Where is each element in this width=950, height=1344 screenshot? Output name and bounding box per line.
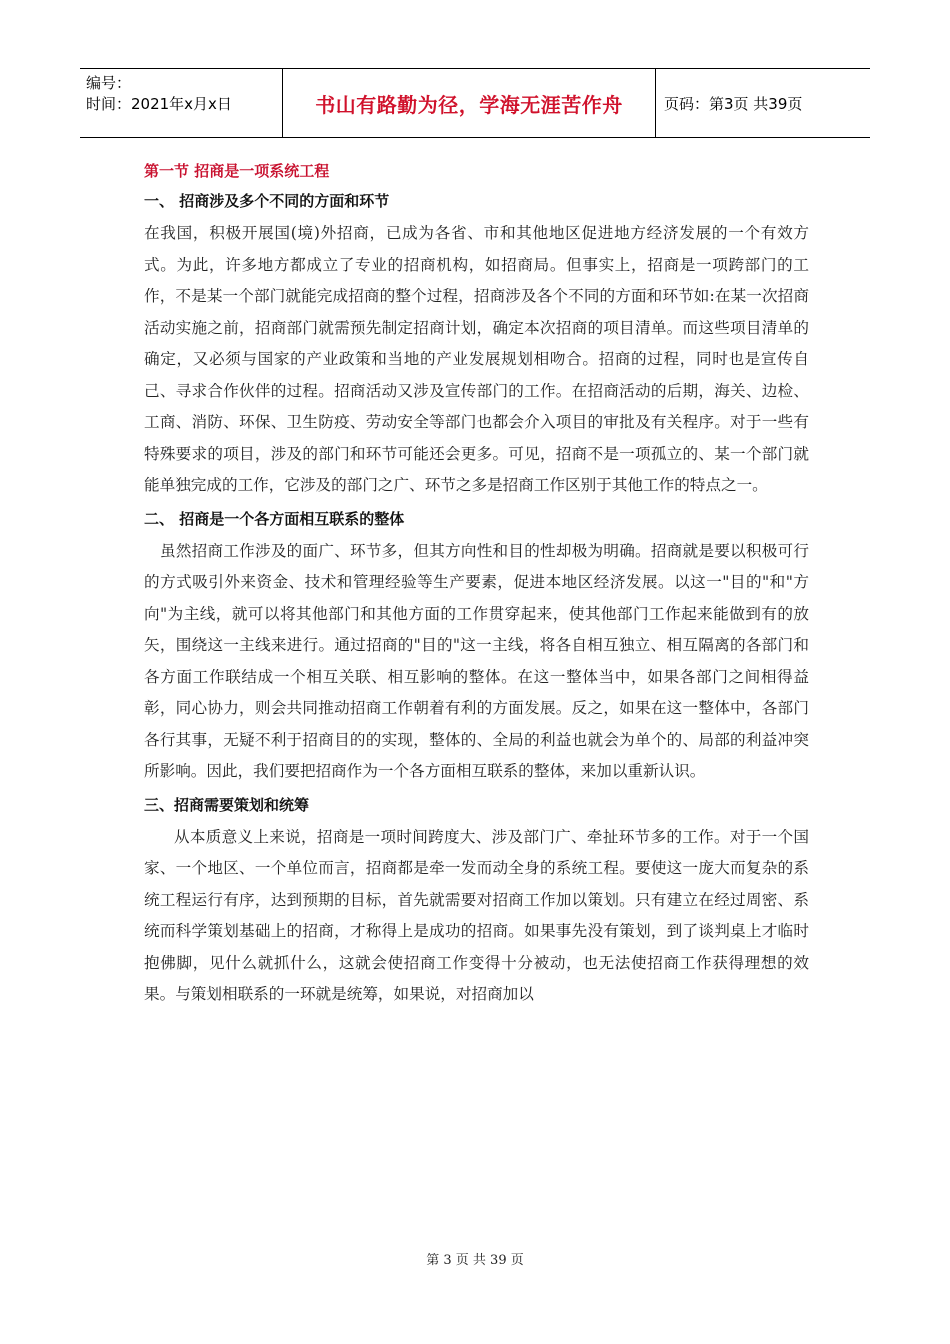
page-header — [80, 68, 870, 138]
header-motto: 书山有路勤为径，学海无涯苦作舟 — [282, 69, 656, 137]
subsection-heading-1: 一、 招商涉及多个不同的方面和环节 — [144, 192, 390, 210]
header-meta — [80, 69, 282, 137]
subsection-heading-3: 三、招商需要策划和统筹 — [144, 795, 310, 814]
section-title: 第一节 招商是一项系统工程 — [144, 162, 330, 180]
page-footer: 第 3 页 共 39 页 — [426, 1253, 524, 1268]
document-body — [144, 150, 809, 1011]
subsection-paragraph-3: 从本质意义上来说，招商是一项时间跨度大、涉及部门广、牵扯环节多的工作。对于一个国家、一个地区、一个单位而言，招商都是牵一发而动全身的系统工程。要使这一庞大而复杂的系统工程运行有序，达到预期的目标，首先就需要对招商工作加以策划。只有建立在经过周密、系统而科学策划基础上的招商，才称得上是成功的招商。如果事先没有策划，到了谈判桌上才临时抱佛脚，见什么就抓什么，这就会使招商工作变得十分被动，也无法使招商工作获得理想的效果。与策划相联系的一环就是统筹，如果说，对招商加以 — [144, 827, 809, 1003]
subsection-heading-2: 二、 招商是一个各方面相互联系的整体 — [144, 509, 405, 528]
header-page-info: 页码：第3页 共39页 — [664, 94, 803, 113]
document-time-label: 时间：2021年x月x日 — [86, 95, 232, 113]
subsection-paragraph-2: 虽然招商工作涉及的面广、环节多，但其方向性和目的性却极为明确。招商就是要以积极可行的方式吸引外来资金、技术和管理经验等生产要素，促进本地区经济发展。以这一"目的"和"方向"为主线，就可以将其他部门和其他方面的工作贯穿起来，使其他部门工作起来能做到有的放矢，围绕这一主线来进行。通过招商的"目的"这一主线，将各自相互独立、相互隔离的各部门和各方面工作联结成一个相互关联、相互影响的整体。在这一整体当中，如果各部门之间相得益彰，同心协力，则会共同推动招商工作朝着有利的方面发展。反之，如果在这一整体中，各部门各行其事，无疑不利于招商目的的实现，整体的、全局的利益也就会为单个的、局部的利益冲突所影响。因此，我们要把招商作为一个各方面相互联系的整体，来加以重新认识。 — [144, 541, 809, 780]
subsection-paragraph-1: 在我国，积极开展国(境)外招商，已成为各省、市和其他地区促进地方经济发展的一个有效方式。为此，许多地方都成立了专业的招商机构，如招商局。但事实上，招商是一项跨部门的工作，不是某一个部门就能完成招商的整个过程，招商涉及各个不同的方面和环节如:在某一次招商活动实施之前，招商部门就需预先制定招商计划，确定本次招商的项目清单。而这些项目清单的确定，又必须与国家的产业政策和当地的产业发展规划相吻合。招商的过程，同时也是宣传自己、寻求合作伙伴的过程。招商活动又涉及宣传部门的工作。在招商活动的后期，海关、边检、工商、消防、环保、卫生防疫、劳动安全等部门也都会介入项目的审批及有关程序。对于一些有特殊要求的项目，涉及的部门和环节可能还会更多。可见，招商不是一项孤立的、某一个部门就能单独完成的工作，它涉及的部门之广、环节之多是招商工作区别于其他工作的特点之一。 — [144, 224, 809, 494]
document-number-label: 编号： — [86, 74, 132, 92]
